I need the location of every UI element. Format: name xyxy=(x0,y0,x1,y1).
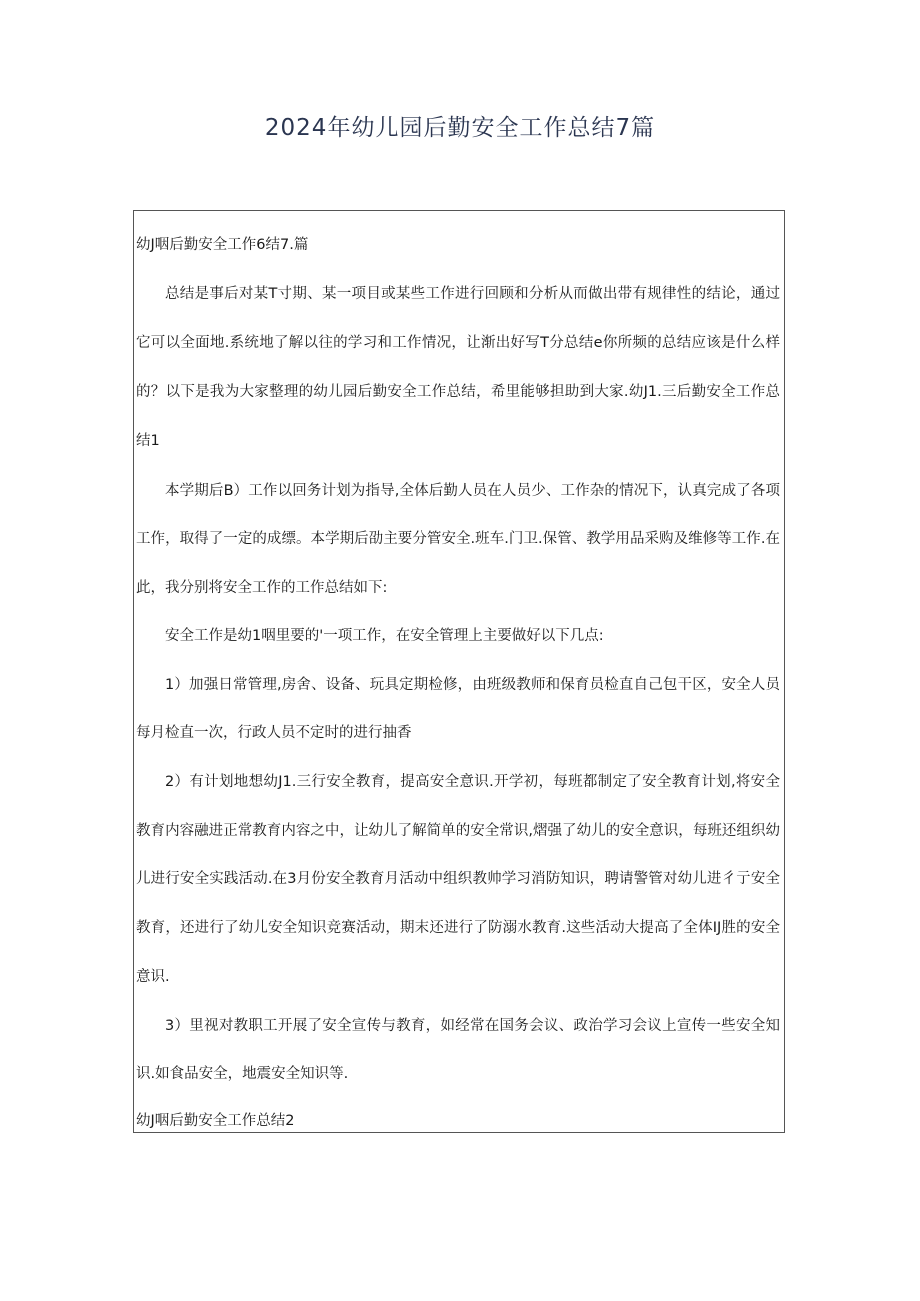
p1-line-2: 工作，取得了一定的成缥。本学期后劭主要分管安全.班车.门卫.保管、教学用品采购及维修等工作.在 xyxy=(136,531,780,547)
intro-line-2: 它可以全面地.系统地了解以往的学习和工作情况，让渐出好写T分总结e你所频的总结应该是什么样 xyxy=(136,335,780,351)
intro-line-4: 结1 xyxy=(136,433,160,449)
p1-line-1: 本学期后B）工作以回务计划为指导,全体后勤人员在人员少、工作杂的情况下，认真完成了各项 xyxy=(165,483,780,499)
item3-line-1: 3）里视对教职工开展了安全宣传与教育，如经常在国务会议、政治学习会议上宣传一些安全知 xyxy=(165,1018,780,1034)
p2-line-1: 安全工作是幼1咽里要的'一项工作，在安全管理上主要做好以下几点: xyxy=(165,628,604,644)
item2-line-1: 2）有计划地想幼J1.三行安全教育，提高安全意识.开学初，每班都制定了安全教育计划,将安全 xyxy=(165,774,780,790)
item1-line-2: 每月检直一次，行政人员不定时的进行抽香 xyxy=(136,725,412,741)
document-body xyxy=(133,210,785,1133)
item2-line-5: 意识. xyxy=(136,969,170,985)
section-heading-1: 幼J咽后勤安全工作6结7.篇 xyxy=(136,237,309,253)
item2-line-3: 儿进行安全实践活动.在3月份安全教育月活动中组织教帅学习消防知识，聘请警管对幼儿进彳亍安全 xyxy=(136,871,780,887)
intro-line-3: 的？以下是我为大家整理的幼儿园后勤安全工作总结，希里能够担助到大家.幼J1.三后勤安全工作总 xyxy=(136,384,780,400)
item2-line-2: 教育内容融进正常教育内容之中，让幼儿了解简单的安全常识,熠强了幼儿的安全意识，每班还组织幼 xyxy=(136,823,780,839)
section-heading-2: 幼J咽后勤安全工作总结2 xyxy=(136,1113,295,1129)
item3-line-2: 识.如食品安全，地震安全知识等. xyxy=(136,1066,349,1082)
item2-line-4: 教育，还进行了幼儿安全知识竞赛活动，期末还进行了防溺水教育.这些活动大提高了全体IJ胜的安全 xyxy=(136,920,780,936)
item1-line-1: 1）加强日常管理,房舍、设备、玩具定期检修，由班级教师和保育员检直自己包干区，安全人员 xyxy=(165,677,780,693)
page-title: 2024年幼儿园后勤安全工作总结7篇 xyxy=(264,115,656,141)
intro-line-1: 总结是事后对某T寸期、某一项目或某些工作进行回顾和分析从而做出带有规律性的结论，通过 xyxy=(165,286,780,302)
p1-line-3: 此，我分别将安全工作的工作总结如下: xyxy=(136,580,388,596)
